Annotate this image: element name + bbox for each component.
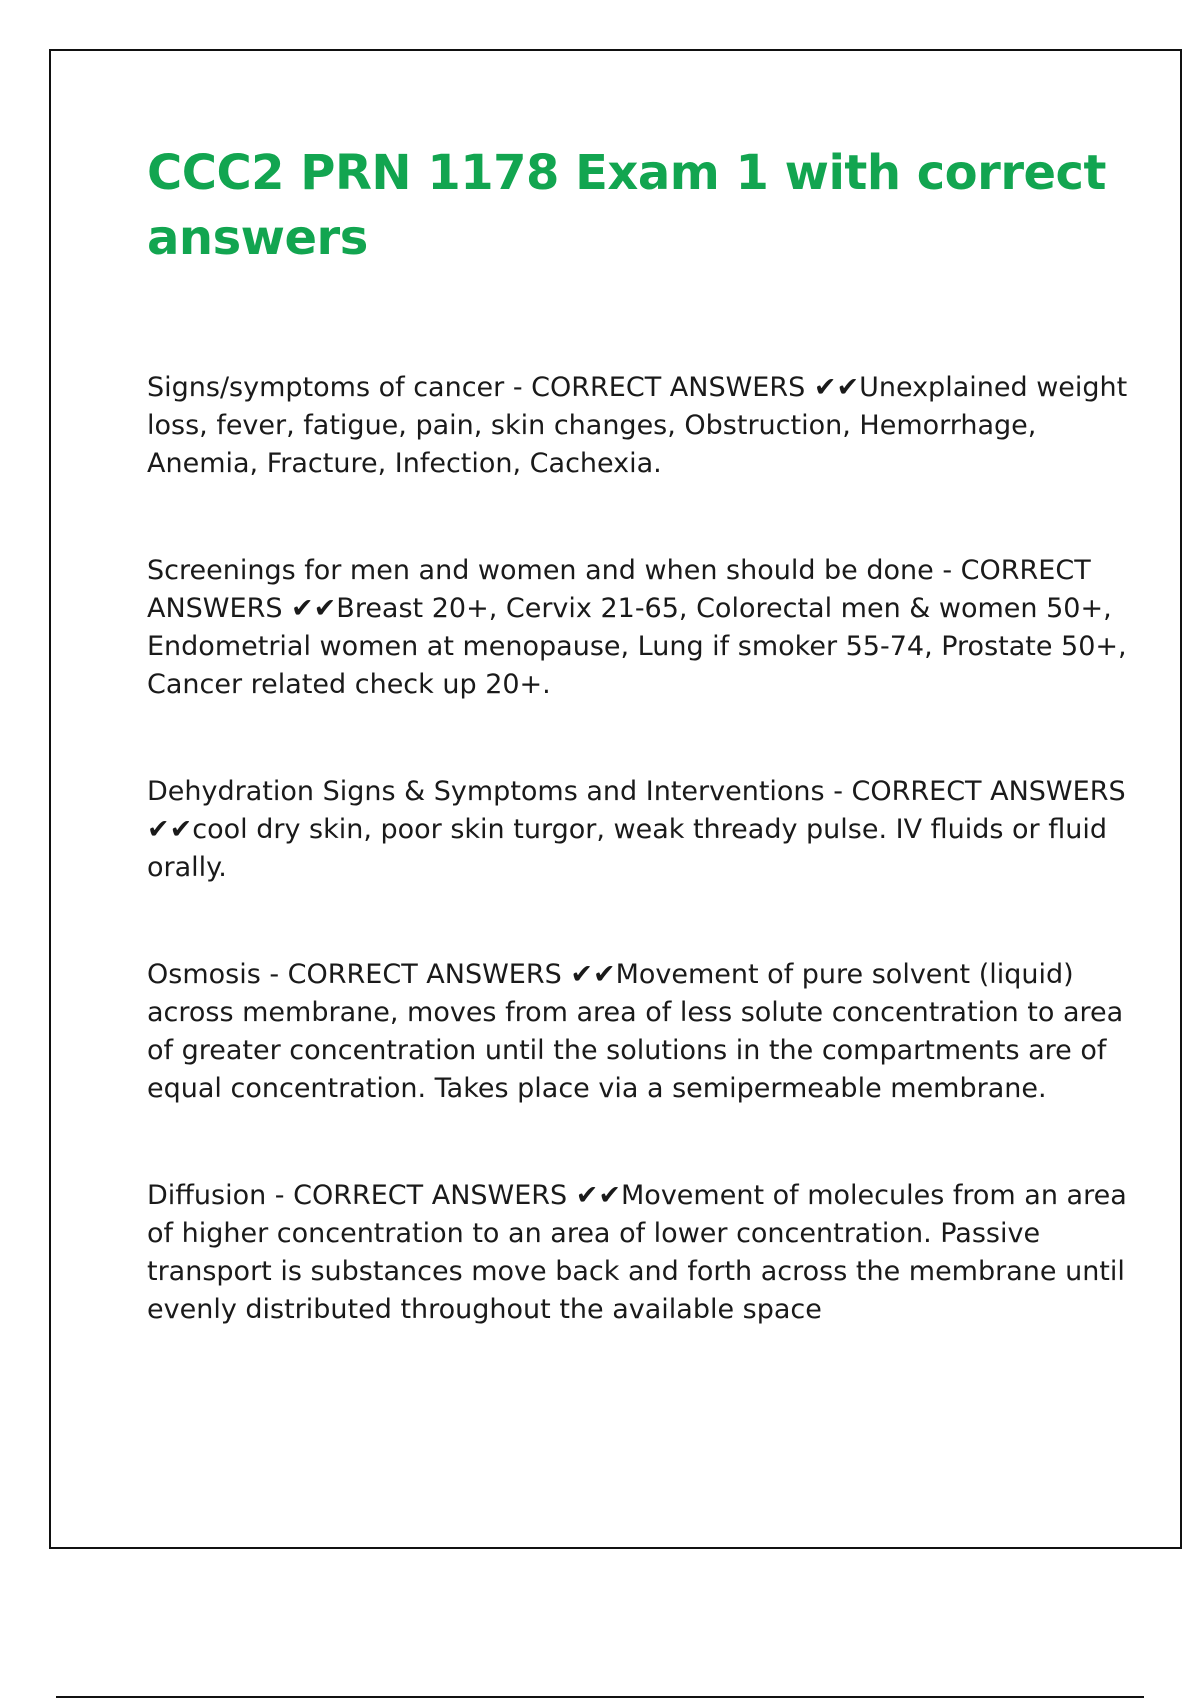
document-title: CCC2 PRN 1178 Exam 1 with correct answers [147, 145, 1106, 266]
qa-item-osmosis: Osmosis - CORRECT ANSWERS ✔✔Movement of pure solvent (liquid) across membrane, moves from area of less solute concentration to area of greater concentration until the solutions in the compartments are of equal concentration. Takes place via a semipermeable membrane. [147, 959, 1124, 1104]
qa-item-screenings: Screenings for men and women and when should be done - CORRECT ANSWERS ✔✔Breast 20+, Cervix 21-65, Colorectal men & women 50+, Endometrial women at menopause, Lung if smoker 55-74, Prostate 50+, Cancer related check up 20+. [147, 555, 1127, 700]
qa-list [147, 369, 1137, 1329]
qa-item-dehydration: Dehydration Signs & Symptoms and Interventions - CORRECT ANSWERS ✔✔cool dry skin, poor skin turgor, weak thready pulse. IV fluids or fluid orally. [147, 776, 1126, 883]
page-frame [49, 49, 1182, 1549]
qa-item-diffusion: Diffusion - CORRECT ANSWERS ✔✔Movement of molecules from an area of higher concentration to an area of lower concentration. Passive transport is substances move back and forth across the membrane until evenly distributed throughout the available space [147, 1180, 1127, 1325]
bottom-divider [56, 1696, 1144, 1698]
qa-item-cancer-signs: Signs/symptoms of cancer - CORRECT ANSWERS ✔✔Unexplained weight loss, fever, fatigue, pain, skin changes, Obstruction, Hemorrhage, Anemia, Fracture, Infection, Cachexia. [147, 372, 1128, 479]
